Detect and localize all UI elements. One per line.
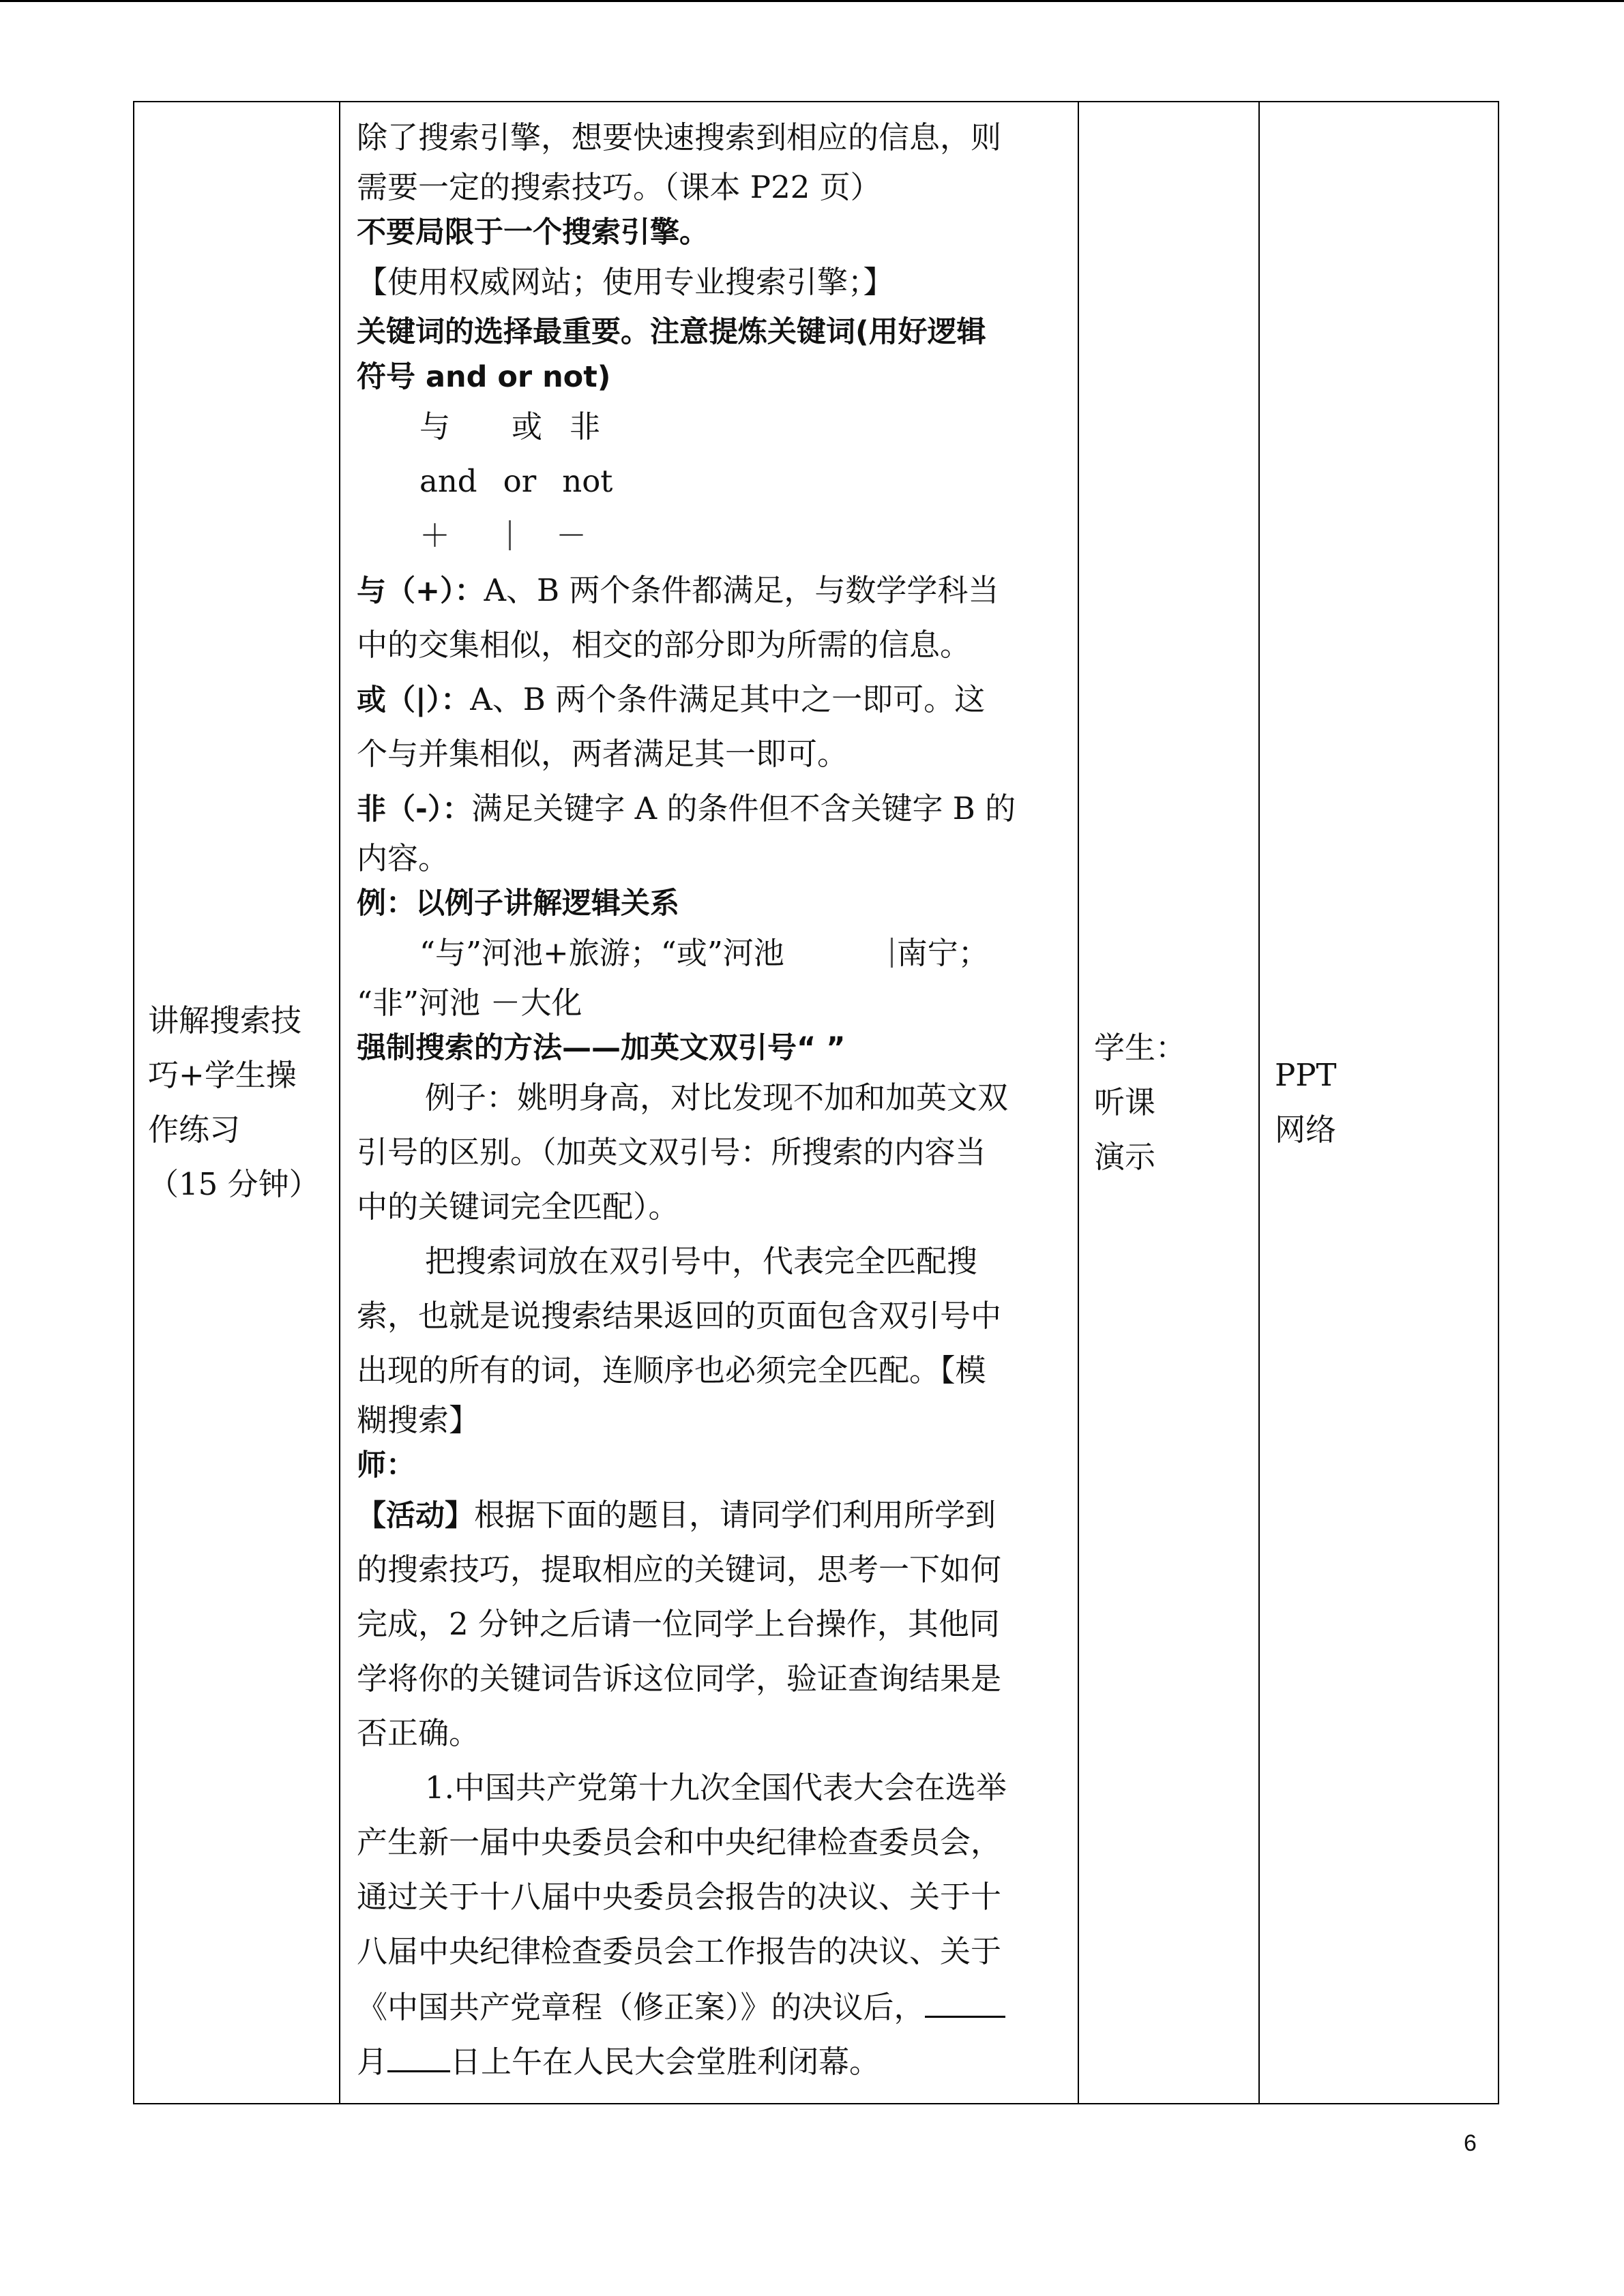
question-line bbox=[357, 2033, 1064, 2088]
segment-line: 作练习 bbox=[148, 1112, 241, 1148]
content-line bbox=[357, 926, 1064, 981]
logic-and-en: and bbox=[419, 463, 477, 499]
example-heading: 例：以例子讲解逻辑关系 bbox=[357, 886, 679, 921]
logic-or-en: or bbox=[503, 463, 537, 499]
teaching-content-cell bbox=[340, 102, 1078, 2104]
content-heading: 不要局限于一个搜索引擎。 bbox=[357, 215, 709, 250]
logic-or-cn: 或 bbox=[512, 408, 543, 445]
content-line: 把搜索词放在双引号中，代表完全匹配搜 bbox=[425, 1243, 978, 1279]
top-border-line bbox=[0, 0, 1624, 2]
logic-not-cn: 非 bbox=[570, 408, 601, 445]
media-line: PPT bbox=[1275, 1057, 1337, 1093]
content-line: 【使用权威网站；使用专业搜索引擎；】 bbox=[357, 264, 894, 300]
question-line: 通过关于十八届中央委员会报告的决议、关于十 bbox=[357, 1879, 1002, 1915]
activity-text: 根据下面的题目，请同学们利用所学到 bbox=[474, 1497, 996, 1533]
segment-line: 讲解搜索技 bbox=[148, 1002, 302, 1039]
content-line: “非”河池 －大化 bbox=[357, 985, 582, 1021]
segment-line: （15 分钟） bbox=[148, 1166, 320, 1202]
content-heading: 关键词的选择最重要。注意提炼关键词(用好逻辑 bbox=[357, 315, 986, 349]
content-line: 中的交集相似，相交的部分即为所需的信息。 bbox=[357, 627, 971, 663]
content-line bbox=[357, 781, 1064, 836]
logic-symbol-row bbox=[357, 509, 1064, 563]
or-label: 或（|）： bbox=[357, 683, 471, 717]
and-text: A、B 两个条件都满足，与数学学科当 bbox=[484, 572, 999, 608]
activity-label: 【活动】 bbox=[357, 1499, 474, 1533]
question-line: 八届中央纪律检查委员会工作报告的决议、关于 bbox=[357, 1933, 1002, 1969]
teacher-label: 师： bbox=[357, 1448, 415, 1482]
content-line: 引号的区别。（加英文双引号：所搜索的内容当 bbox=[357, 1134, 986, 1170]
content-line: 中的关键词完全匹配）。 bbox=[357, 1189, 679, 1225]
content-line: 学将你的关键词告诉这位同学，验证查询结果是 bbox=[357, 1660, 1002, 1697]
student-activity-cell bbox=[1078, 102, 1259, 2104]
media-cell bbox=[1259, 102, 1498, 2104]
content-line: 的搜索技巧，提取相应的关键词，思考一下如何 bbox=[357, 1551, 1002, 1587]
question-line: 产生新一届中央委员会和中央纪律检查委员会， bbox=[357, 1824, 1002, 1860]
content-line: 内容。 bbox=[357, 840, 449, 876]
logic-not-symbol: － bbox=[556, 518, 587, 554]
not-label: 非（-）： bbox=[357, 792, 472, 826]
content-line: 否正确。 bbox=[357, 1715, 480, 1751]
answer-blank bbox=[387, 2033, 450, 2072]
content-line bbox=[357, 672, 1064, 727]
media-line: 网络 bbox=[1275, 1112, 1337, 1148]
table-row bbox=[134, 102, 1498, 2104]
not-text: 满足关键字 A 的条件但不含关键字 B 的 bbox=[471, 790, 1016, 826]
content-heading: 符号 and or not) bbox=[357, 360, 611, 394]
segment-line: 巧+学生操 bbox=[148, 1057, 297, 1093]
example-text: 南宁； bbox=[896, 935, 989, 971]
question-line bbox=[357, 1979, 1064, 2033]
question-line: 1.中国共产党第十九次全国代表大会在选举 bbox=[425, 1770, 1007, 1806]
content-line bbox=[357, 563, 1064, 618]
page-number: 6 bbox=[1464, 2130, 1477, 2156]
content-line: 糊搜索】 bbox=[357, 1402, 480, 1438]
content-line: 需要一定的搜索技巧。（课本 P22 页） bbox=[357, 169, 881, 205]
content-line: 个与并集相似，两者满足其一即可。 bbox=[357, 736, 848, 772]
content-line: 例子：姚明身高，对比发现不加和加英文双 bbox=[425, 1079, 1009, 1116]
activity-line: 演示 bbox=[1094, 1139, 1156, 1175]
question-text: 日上午在人民大会堂胜利闭幕。 bbox=[450, 2044, 881, 2080]
or-text: A、B 两个条件满足其中之一即可。这 bbox=[470, 681, 986, 717]
content-line: 除了搜索引擎，想要快速搜索到相应的信息，则 bbox=[357, 119, 1002, 155]
or-bar bbox=[891, 938, 893, 968]
logic-and-symbol: ＋ bbox=[419, 518, 451, 554]
content-line: 出现的所有的词，连顺序也必须完全匹配。【模 bbox=[357, 1352, 986, 1388]
and-label: 与（+）： bbox=[357, 574, 484, 608]
content-line: 索，也就是说搜索结果返回的页面包含双引号中 bbox=[357, 1298, 1002, 1334]
logic-cn-row bbox=[357, 400, 1064, 454]
logic-or-symbol bbox=[509, 520, 511, 550]
example-text: “与”河池+旅游；“或”河池 bbox=[419, 935, 784, 971]
content-line: 完成，2 分钟之后请一位同学上台操作，其他同 bbox=[357, 1606, 1000, 1642]
logic-not-en: not bbox=[562, 463, 613, 499]
activity-line: 学生： bbox=[1094, 1030, 1187, 1066]
activity-line: 听课 bbox=[1094, 1084, 1156, 1120]
question-text: 《中国共产党章程（修正案）》的决议后， bbox=[357, 1989, 925, 2025]
logic-and-cn: 与 bbox=[419, 408, 451, 445]
answer-blank bbox=[925, 1979, 1005, 2018]
segment-cell bbox=[134, 102, 340, 2104]
force-heading: 强制搜索的方法——加英文双引号“ ” bbox=[357, 1031, 846, 1065]
question-text: 月 bbox=[357, 2044, 388, 2080]
logic-en-row bbox=[357, 454, 1064, 509]
content-line bbox=[357, 1488, 1064, 1542]
lesson-plan-table bbox=[133, 101, 1499, 2104]
